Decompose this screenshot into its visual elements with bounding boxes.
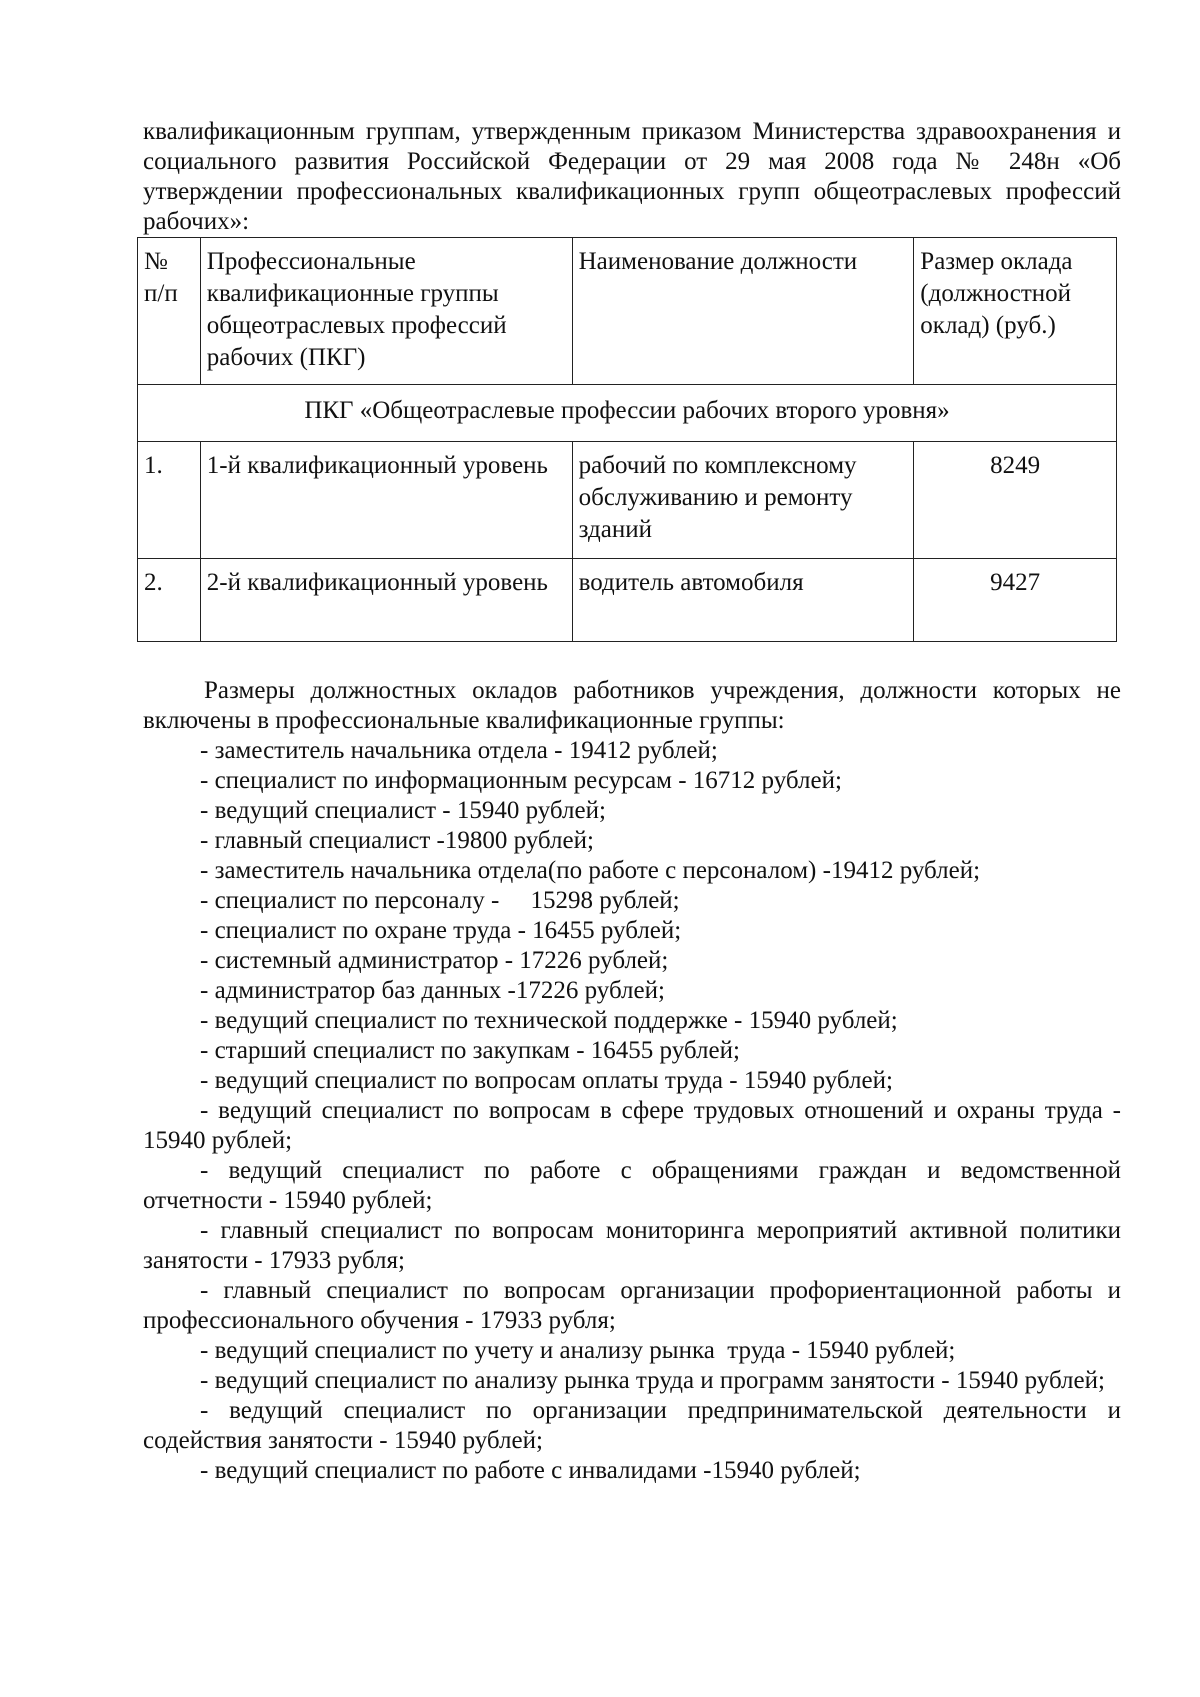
table-header-row [138,238,1117,385]
group-title: ПКГ «Общеотраслевые профессии рабочих второго уровня» [138,385,1117,442]
row-position: рабочий по комплексному обслуживанию и ремонту зданий [572,442,914,559]
list-item: - ведущий специалист по организации предпринимательской деятельности и содействия занятости - 15940 рублей; [143,1397,1121,1454]
list-item: - администратор баз данных -17226 рублей; [200,977,665,1004]
list-item: - ведущий специалист по учету и анализу рынка труда - 15940 рублей; [200,1337,956,1364]
list-item: - ведущий специалист по анализу рынка труда и программ занятости - 15940 рублей; [200,1367,1105,1394]
list-item: - ведущий специалист по работе с обращениями граждан и ведомственной отчетности - 15940 рублей; [143,1157,1121,1214]
list-item: - ведущий специалист по вопросам в сфере трудовых отношений и охраны труда - 15940 рублей; [143,1097,1121,1154]
list-item: - главный специалист по вопросам организации профориентационной работы и профессионального обучения - 17933 рубля; [143,1277,1121,1334]
row-salary: 9427 [914,559,1117,642]
header-salary: Размер оклада (должностной оклад) (руб.) [914,238,1117,385]
list-item: - главный специалист по вопросам мониторинга мероприятий активной политики занятости - 17933 рубля; [143,1217,1121,1274]
list-item: - ведущий специалист по вопросам оплаты труда - 15940 рублей; [200,1067,893,1094]
list-item: - заместитель начальника отдела - 19412 рублей; [200,737,718,764]
list-item: - специалист по охране труда - 16455 рублей; [200,917,682,944]
list-item: - ведущий специалист по технической поддержке - 15940 рублей; [200,1007,898,1034]
salaries-section [143,676,1121,1486]
row-num: 2. [138,559,201,642]
list-item: - главный специалист -19800 рублей; [200,827,594,854]
row-num: 1. [138,442,201,559]
row-level: 1-й квалификационный уровень [200,442,572,559]
list-item: - заместитель начальника отдела(по работе с персоналом) -19412 рублей; [200,857,981,884]
header-position: Наименование должности [572,238,914,385]
row-position: водитель автомобиля [572,559,914,642]
list-item: - ведущий специалист - 15940 рублей; [200,797,606,824]
table-row [138,559,1117,642]
list-item: - специалист по персоналу - 15298 рублей; [200,887,680,914]
table-group-row [138,385,1117,442]
document-page [143,117,1121,1486]
list-item: - старший специалист по закупкам - 16455 рублей; [200,1037,740,1064]
table-row [138,442,1117,559]
row-level: 2-й квалификационный уровень [200,559,572,642]
list-item: - ведущий специалист по работе с инвалидами -15940 рублей; [200,1457,861,1484]
pkg-salary-table [137,237,1117,642]
header-pkg: Профессиональные квалификационные группы общеотраслевых профессий рабочих (ПКГ) [200,238,572,385]
list-item: - специалист по информационным ресурсам - 16712 рублей; [200,767,842,794]
header-num: № п/п [138,238,201,385]
intro-paragraph: квалификационным группам, утвержденным приказом Министерства здравоохранения и социального развития Российской Федерации от 29 мая 2008 года № 248н «Об утверждении профессиональных квалификационных групп общеотраслевых профессий рабочих»: [143,118,1121,235]
salaries-intro: Размеры должностных окладов работников учреждения, должности которых не включены в профессиональные квалификационные группы: [143,677,1121,734]
salary-list [143,736,1121,1486]
list-item: - системный администратор - 17226 рублей; [200,947,669,974]
row-salary: 8249 [914,442,1117,559]
